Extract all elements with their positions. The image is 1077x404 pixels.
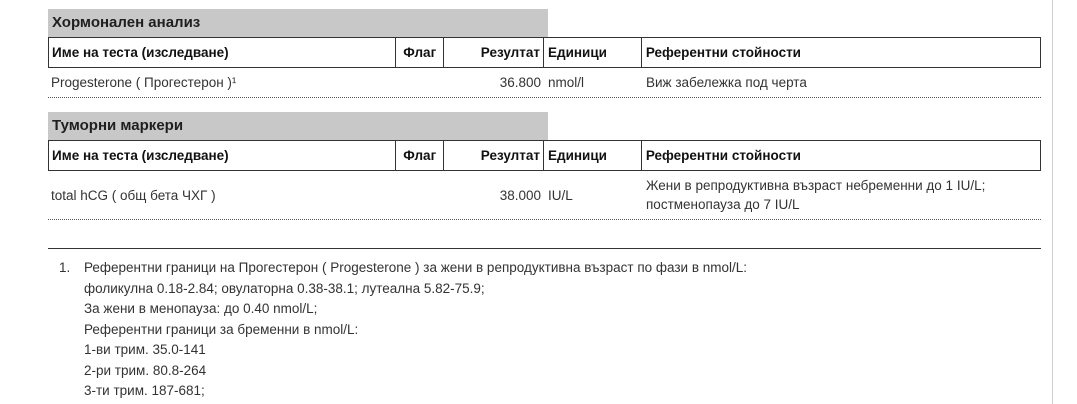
header-test: Име на теста (изследване) [49, 141, 396, 170]
table-header [48, 37, 1041, 68]
header-reference: Референтни стойности [645, 148, 801, 163]
header-result: Резултат [444, 141, 544, 170]
cell-reference: Виж забележка под черта [646, 75, 807, 90]
header-flag: Флаг [396, 38, 444, 67]
cell-units: IU/L [548, 187, 573, 203]
section-title: Туморни маркери [48, 112, 548, 140]
footnote-line: фоликулна 0.18-2.84; овулаторна 0.38-38.1; лутеална 5.82-75.9; [84, 280, 485, 296]
header-reference: Референтни стойности [645, 45, 801, 60]
section-tumor-markers [48, 112, 1041, 220]
cell-result: 36.800 [499, 75, 541, 90]
section-title: Хормонален анализ [48, 9, 548, 37]
cell-test: Progesterone ( Прогестерон )¹ [51, 75, 237, 90]
section-hormonal-analysis [48, 9, 1041, 98]
header-units: Единици [544, 141, 642, 170]
header-flag: Флаг [396, 141, 444, 170]
cell-test: total hCG ( общ бета ЧХГ ) [51, 187, 216, 203]
header-test: Име на теста (изследване) [49, 38, 396, 67]
footnote-line: Референтни граници на Прогестерон ( Progesterone ) за жени в репродуктивна възраст по фази в nmol/L: [84, 260, 748, 275]
cell-flag [396, 68, 444, 97]
footnote-line: За жени в менопауза: до 0.40 nmol/L; [84, 301, 318, 316]
footnote-number: 1. [59, 260, 71, 275]
reference-line: постменопауза до 7 IU/L [646, 197, 800, 212]
page-right-border [1052, 0, 1053, 404]
footnote [59, 258, 747, 402]
cell-result: 38.000 [499, 187, 541, 203]
header-units: Единици [544, 38, 642, 67]
table-row [48, 68, 1041, 98]
footnote-line: Референтни граници за бременни в nmol/L: [84, 321, 359, 337]
footnote-line: 2-ри трим. 80.8-264 [84, 362, 207, 378]
footnote-line: 3-ти трим. 187-681; [84, 383, 205, 398]
reference-line: Жени в репродуктивна възраст небременни до 1 IU/L; [646, 178, 986, 193]
footnote-divider [48, 248, 1041, 249]
cell-units: nmol/l [548, 75, 585, 90]
cell-reference [642, 176, 1041, 214]
header-result: Резултат [444, 38, 544, 67]
footnote-line: 1-ви трим. 35.0-141 [84, 342, 206, 357]
table-row [48, 171, 1041, 220]
table-header [48, 140, 1041, 171]
